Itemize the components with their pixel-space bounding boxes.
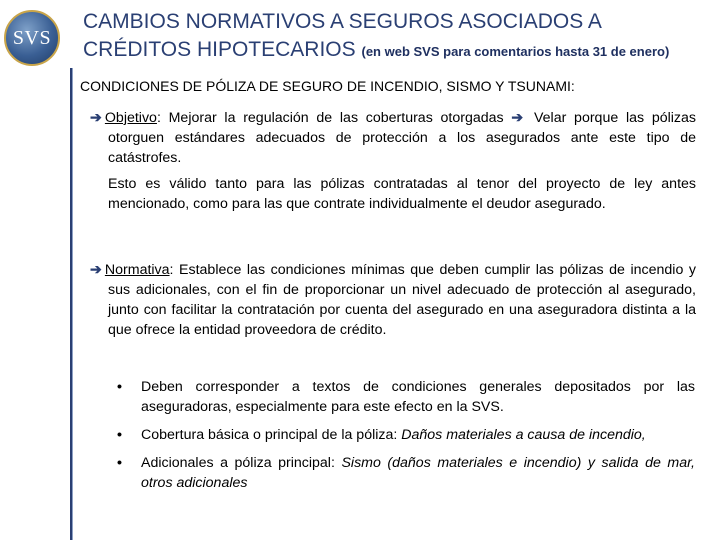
normativa-main [90,260,696,340]
list-item [113,425,695,445]
objetivo-paragraph [90,108,696,214]
title-note: (en web SVS para comentarios hasta 31 de enero) [361,44,670,59]
title-line-2 [83,36,713,66]
arrow-right-icon: ➔ [90,110,102,126]
vertical-divider-accent [72,68,73,540]
objetivo-label: Objetivo [104,110,157,126]
conditions-list [113,377,695,501]
section-heading: CONDICIONES DE PÓLIZA DE SEGURO DE INCENDIO, SISMO Y TSUNAMI: [80,78,575,94]
bullet-text: Cobertura básica o principal de la póliza: [141,427,402,443]
bullet-icon: • [117,455,122,471]
arrow-right-icon: ➔ [90,262,102,278]
normativa-text: : Establece las condiciones mínimas que deben cumplir las pólizas de incendio y sus adicionales, con el fin de proporcionar un nivel adecuado de protección al asegurado, junto con facilitar la contratación por cuenta del asegurado en una aseguradora distinta a la que ofrece la entidad proveedora de crédito. [108,262,696,338]
normativa-paragraph [90,260,696,340]
objetivo-text-b: Velar porque las pólizas otorguen estándares adecuados de protección a los asegurados ante este tipo de catástrofes. [108,110,696,166]
bullet-text: Deben corresponder a textos de condiciones generales depositados por las aseguradoras, especialmente para este efecto en la SVS. [141,379,695,415]
logo-text: SVS [12,26,52,49]
title-line-1: CAMBIOS NORMATIVOS A SEGUROS ASOCIADOS A [83,10,602,33]
normativa-label: Normativa [104,262,170,278]
bullet-icon: • [117,379,122,395]
objetivo-text-a: : Mejorar la regulación de las coberturas otorgadas [156,110,504,126]
title-line-2-text: CRÉDITOS HIPOTECARIOS [83,38,356,61]
objetivo-note: Esto es válido tanto para las pólizas contratadas al tenor del proyecto de ley antes mencionado, como para las que contrate individualmente el deudor asegurado. [108,176,696,212]
bullet-text: Adicionales a póliza principal: [141,455,342,471]
objetivo-main [90,108,696,168]
svs-logo [4,10,60,66]
page-title [83,8,713,66]
list-item [113,453,695,493]
bullet-icon: • [117,427,122,443]
list-item [113,377,695,417]
bullet-italic-text: Sismo (daños materiales e incendio) y salida de mar, otros adicionales [141,455,695,491]
bullet-italic-text: Daños materiales a causa de incendio, [401,427,646,443]
arrow-right-icon: ➔ [511,110,524,126]
